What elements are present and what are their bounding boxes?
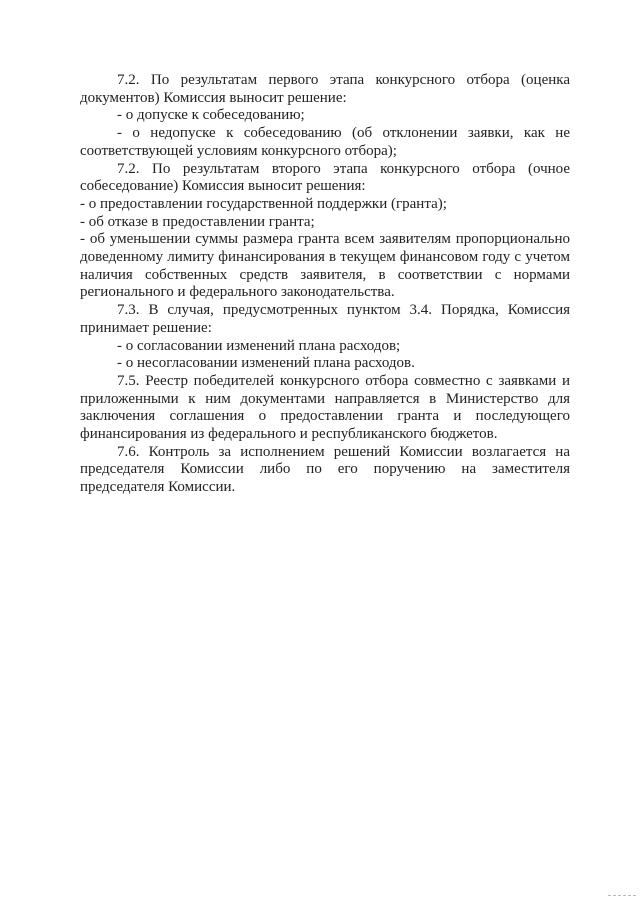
list-item-plan-approval: - о согласовании изменений плана расходов; [117,337,401,354]
paragraph-7-5: 7.5. Реестр победителей конкурсного отбора совместно с заявками и приложенными к ним документами направляется в Министерство для заключения соглашения о предоставлении гранта и последующего финансирования из федерального и республиканского бюджетов. [80,372,570,443]
paragraph-7-6: 7.6. Контроль за исполнением решений Комиссии возлагается на председателя Комиссии либо по его поручению на заместителя председателя Комиссии. [80,443,570,496]
document-body [80,72,570,497]
list-item-grant-refusal: - об отказе в предоставлении гранта; [80,213,315,230]
list-item-grant-reduction: - об уменьшении суммы размера гранта всем заявителям пропорционально доведенному лимиту финансирования в текущем финансовом году с учетом наличия собственных средств заявителя, в соответствии с нормами регионального и федерального законодательства. [80,231,570,301]
paragraph-7-3: 7.3. В случая, предусмотренных пунктом 3.4. Порядка, Комиссия принимает решение: [80,302,570,336]
list-item-admission: - о допуске к собеседованию; [117,107,305,124]
paragraph-7-2-second-stage: 7.2. По результатам второго этапа конкурсного отбора (очное собеседование) Комиссия выносит решения: [80,160,570,195]
list-item-grant-provision: - о предоставлении государственной поддержки (гранта); [80,195,447,212]
list-item-plan-rejection: - о несогласовании изменений плана расходов. [117,355,415,372]
list-item-non-admission: - о недопуске к собеседованию (об отклонении заявки, как не соответствующей условиям конкурсного отбора); [80,125,570,159]
paragraph-7-2-first-stage: 7.2. По результатам первого этапа конкурсного отбора (оценка документов) Комиссия выносит решение: [80,72,570,106]
scan-edge-mark [608,895,636,897]
